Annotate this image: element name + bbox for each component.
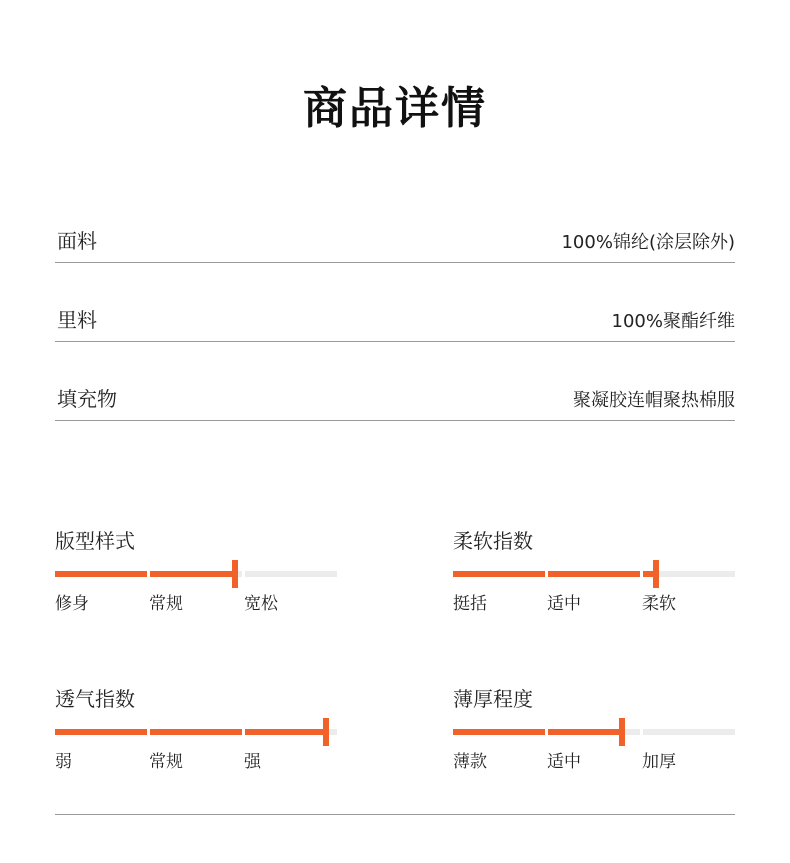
- spec-row-lining: [55, 301, 735, 342]
- meter-fit: [55, 525, 337, 614]
- level-fill: [55, 729, 326, 735]
- tick-label: 常规: [149, 594, 183, 614]
- meter-ticks: [453, 589, 735, 614]
- spec-value: 100%聚酯纤维: [611, 311, 735, 332]
- segment-gap: [147, 729, 150, 735]
- meter-track: [55, 571, 337, 577]
- segment-gap: [147, 571, 150, 577]
- meter-track: [453, 729, 735, 735]
- meter-softness: [453, 525, 735, 614]
- meter-title: 柔软指数: [453, 529, 533, 553]
- page-title: 商品详情: [303, 83, 487, 134]
- tick-label: 适中: [547, 752, 581, 772]
- meter-title: 透气指数: [55, 687, 135, 711]
- segment-gap: [640, 729, 643, 735]
- tick-label: 适中: [547, 594, 581, 614]
- spec-row-fabric: [55, 222, 735, 263]
- spec-row-filling: [55, 380, 735, 421]
- segment-gap: [640, 571, 643, 577]
- level-marker: [619, 718, 625, 746]
- spec-label: 里料: [57, 308, 97, 332]
- meter-ticks: [55, 747, 337, 772]
- level-fill: [453, 571, 656, 577]
- level-marker: [232, 560, 238, 588]
- track-segment: [643, 729, 735, 735]
- tick-label: 柔软: [642, 594, 676, 614]
- segment-gap: [545, 729, 548, 735]
- level-marker: [653, 560, 659, 588]
- spec-label: 面料: [57, 229, 97, 253]
- meter-title: 薄厚程度: [453, 687, 533, 711]
- level-fill: [453, 729, 622, 735]
- meter-ticks: [453, 747, 735, 772]
- segment-gap: [242, 571, 245, 577]
- tick-label: 强: [244, 752, 261, 772]
- tick-label: 薄款: [453, 752, 487, 772]
- tick-label: 加厚: [642, 752, 676, 772]
- spec-label: 填充物: [57, 387, 117, 411]
- bottom-divider: [55, 814, 735, 815]
- tick-label: 挺括: [453, 594, 487, 614]
- level-marker: [323, 718, 329, 746]
- meter-track: [453, 571, 735, 577]
- spec-value: 聚凝胶连帽聚热棉服: [573, 390, 735, 411]
- track-segment: [245, 571, 337, 577]
- meter-breathability: [55, 683, 337, 772]
- tick-label: 弱: [55, 752, 72, 772]
- meter-title: 版型样式: [55, 529, 135, 553]
- level-fill: [55, 571, 235, 577]
- meter-ticks: [55, 589, 337, 614]
- tick-label: 常规: [149, 752, 183, 772]
- meter-thickness: [453, 683, 735, 772]
- segment-gap: [545, 571, 548, 577]
- segment-gap: [242, 729, 245, 735]
- meter-track: [55, 729, 337, 735]
- tick-label: 修身: [55, 594, 89, 614]
- spec-value: 100%锦纶(涂层除外): [561, 232, 735, 253]
- tick-label: 宽松: [244, 594, 278, 614]
